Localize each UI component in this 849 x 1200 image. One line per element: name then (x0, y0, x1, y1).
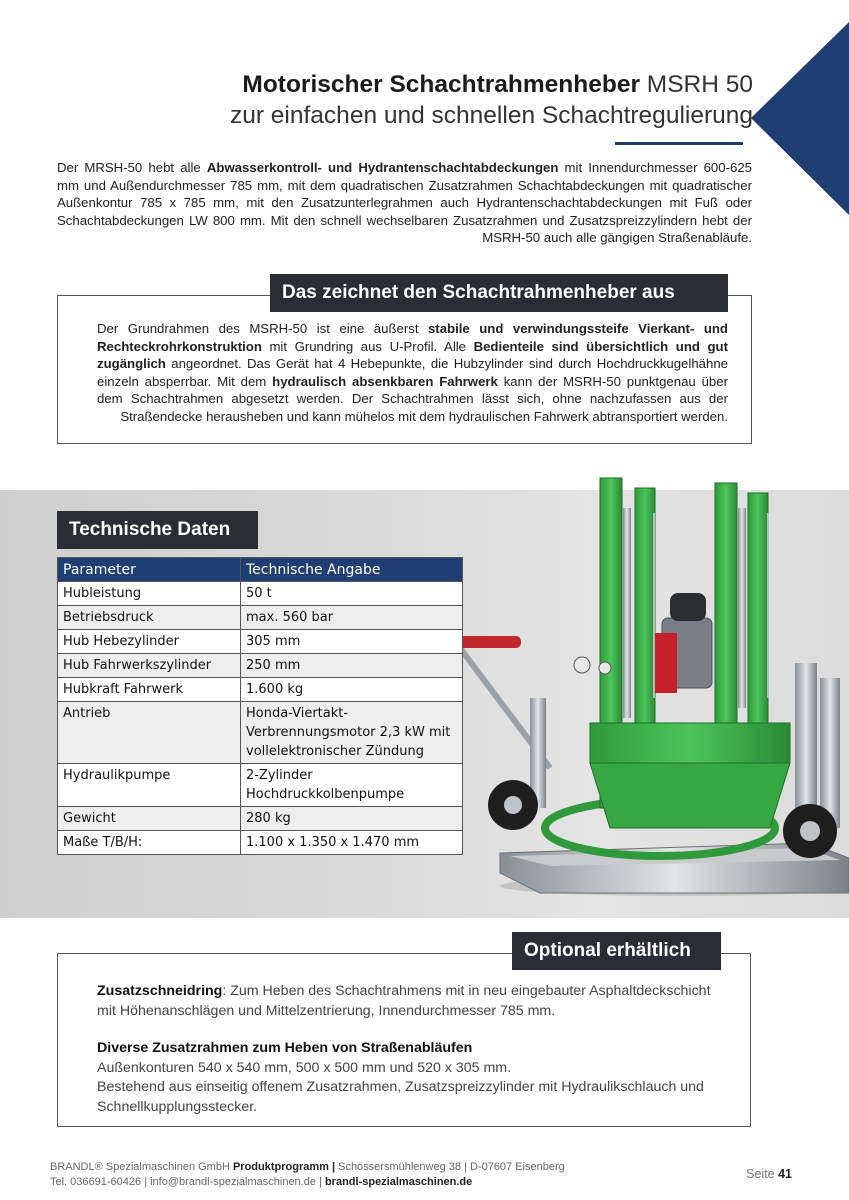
tech-table (57, 557, 463, 855)
footer-company: BRANDL® Spezialmaschinen GmbH (50, 1161, 233, 1173)
features-text: Der Grundrahmen des MSRH-50 ist eine äußerst (97, 321, 428, 336)
value-cell: 1.600 kg (241, 678, 463, 702)
table-row (58, 831, 463, 855)
page-number (746, 1167, 792, 1181)
footer (50, 1160, 565, 1189)
param-cell: Hub Hebezylinder (58, 630, 241, 654)
optional-item-text: Bestehend aus einseitig offenem Zusatzrahmen, Zusatzspreizzylinder mit Hydraulikschlauch und Schnellkupplungsstecker. (97, 1079, 704, 1115)
optional-item-text: Außenkonturen 540 x 540 mm, 500 x 500 mm und 520 x 305 mm. (97, 1059, 512, 1076)
value-cell: 2-Zylinder Hochdruckkolbenpumpe (241, 764, 463, 807)
features-text: angeordnet. Das Gerät hat 4 Hebepunkte, die Hubzylinder sind durch Hochdruckkugelhähne einzeln absperrbar. Mit dem (97, 356, 728, 389)
value-cell: 280 kg (241, 807, 463, 831)
table-row (58, 807, 463, 831)
optional-content (97, 982, 727, 1117)
intro-paragraph (57, 159, 752, 247)
value-cell: 305 mm (241, 630, 463, 654)
table-row (58, 654, 463, 678)
tech-heading: Technische Daten (57, 511, 258, 549)
optional-item (97, 982, 727, 1021)
table-row (58, 702, 463, 764)
value-cell: max. 560 bar (241, 606, 463, 630)
page-label: Seite (746, 1167, 779, 1181)
features-paragraph (97, 320, 728, 426)
value-cell: 250 mm (241, 654, 463, 678)
value-cell: 1.100 x 1.350 x 1.470 mm (241, 831, 463, 855)
page-subtitle: zur einfachen und schnellen Schachtregulierung (229, 102, 753, 129)
table-row (58, 678, 463, 702)
param-cell: Hubleistung (58, 582, 241, 606)
features-bold: hydraulisch absenkbaren Fahrwerk (272, 373, 498, 389)
intro-bold: Abwasserkontroll- und Hydrantenschachtabdeckungen (206, 160, 559, 175)
features-text: mit Grundring aus U-Profil. Alle (261, 338, 474, 354)
value-cell: 50 t (241, 582, 463, 606)
table-row (58, 582, 463, 606)
footer-website: brandl-spezialmaschinen.de (324, 1175, 473, 1188)
optional-item (97, 1039, 727, 1059)
footer-program: Produktprogramm | (232, 1161, 336, 1173)
value-cell: Honda-Viertakt-Verbrennungsmotor 2,3 kW mit vollelektronischer Zündung (241, 702, 463, 764)
param-cell: Gewicht (58, 807, 241, 831)
title-bold: Motorischer Schachtrahmenheber (242, 71, 640, 98)
features-heading: Das zeichnet den Schachtrahmenheber aus (270, 274, 728, 312)
footer-contact: Tel. 036691-60426 | info@brandl-spezialmaschinen.de | (50, 1175, 325, 1188)
optional-item-title: Diverse Zusatzrahmen zum Heben von Straßenabläufen (97, 1040, 473, 1056)
footer-address: Schössersmühlenweg 38 | D-07607 Eisenberg (335, 1161, 565, 1173)
param-cell: Antrieb (58, 702, 241, 764)
param-cell: Hub Fahrwerkszylinder (58, 654, 241, 678)
page-title (230, 70, 753, 132)
tech-table-header (58, 558, 463, 582)
features-bold: Bedienteile sind übersichtlich und gut zugänglich (97, 338, 728, 372)
intro-text: Der MRSH-50 hebt alle (57, 160, 207, 175)
features-bold: stabile und verwindungssteife Vierkant- und Rechteckrohrkonstruktion (97, 321, 728, 354)
optional-item-text: : Zum Heben des Schachtrahmens mit in neu eingebauter Asphaltdeckschicht mit Höhenanschlägen und Mittelzentrierung, Innendurchmesser 785 mm. (97, 983, 711, 1019)
optional-heading: Optional erhältlich (512, 932, 721, 970)
param-cell: Betriebsdruck (58, 606, 241, 630)
intro-text: mit Innendurchmesser 600-625 mm und Außendurchmesser 785 mm, mit dem quadratischen Zusatzrahmen Schachtabdeckungen mit quadratischer Außenkontur 785 x 785 mm, mit den Zusatzunterlegrahmen auch Hydrantenschachtabdeckungen mit Fuß oder Schachtabdeckungen LW 800 mm. Mit den schnell wechselbaren Zusatzrahmen und Zusatzspreizzylindern hebt der MSRH-50 auch alle gängigen Straßenabläufe. (57, 160, 752, 246)
optional-item-title: Zusatzschneidring (97, 983, 223, 999)
param-cell: Hubkraft Fahrwerk (58, 678, 241, 702)
table-row (58, 764, 463, 807)
page-number-value: 41 (778, 1167, 792, 1181)
table-row (58, 630, 463, 654)
param-cell: Hydraulikpumpe (58, 764, 241, 807)
title-underline (615, 142, 743, 145)
machine-image (430, 468, 849, 898)
column-header-value: Technische Angabe (241, 558, 463, 582)
table-row (58, 606, 463, 630)
features-text: kann der MSRH-50 punktgenau über dem Schachtrahmen abgesetzt werden. Der Schachtrahmen lässt sich, ohne nachzufassen aus der Straßendecke herausheben und kann mühelos mit dem hydraulischen Fahrwerk abtransportiert werden. (97, 373, 728, 424)
param-cell: Maße T/B/H: (58, 831, 241, 855)
column-header-parameter: Parameter (58, 558, 241, 582)
title-model: MSRH 50 (646, 71, 753, 98)
